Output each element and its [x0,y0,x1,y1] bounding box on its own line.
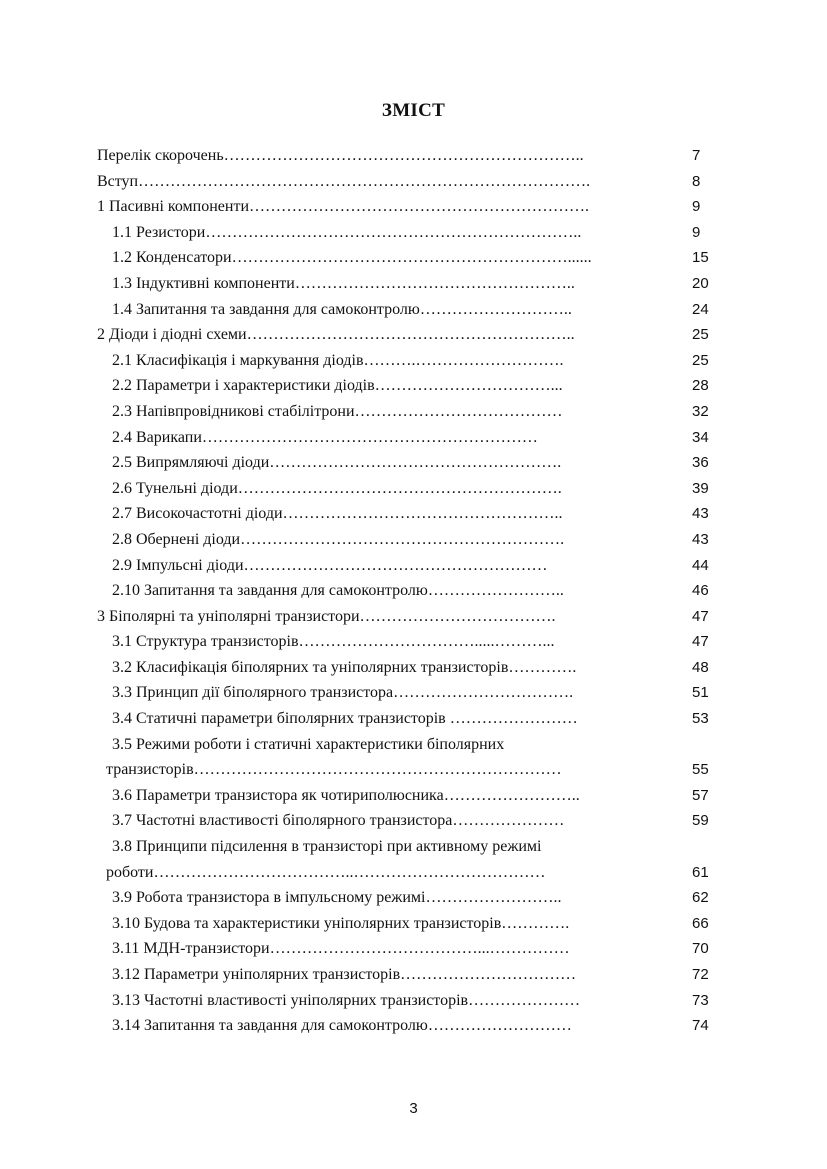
toc-entry-text: роботи………………………………..……………………………… [106,863,546,881]
toc-entry-text: 2.2 Параметри і характеристики діодів……………………………... [112,377,563,395]
toc-entry[interactable] [97,322,717,348]
toc-entry-page: 44 [692,556,709,574]
toc-entry[interactable] [97,988,717,1014]
toc-entry-text: 3.8 Принципи підсилення в транзисторі при активному режимі [112,838,542,856]
toc-entry-text: 3.2 Класифікація біполярних та уніполярних транзисторів…………. [112,658,577,676]
toc-entry-page: 51 [692,684,709,702]
toc-entry-page: 59 [692,812,709,830]
toc-entry[interactable] [97,399,717,425]
toc-entry-page: 62 [692,889,709,907]
toc-entry-page: 7 [692,147,701,164]
toc-entry-page: 74 [692,1017,709,1035]
toc-entry[interactable] [97,373,717,399]
toc-entry-page: 15 [692,249,709,267]
toc-entry-text: 3.9 Робота транзистора в імпульсному режимі…………………….. [112,889,562,907]
toc-entry-text: 2.9 Імпульсні діоди………………………………………………… [112,556,548,574]
toc-entry-page: 47 [692,633,709,651]
toc-entry[interactable] [97,578,717,604]
toc-entry-page: 47 [692,607,709,625]
toc-entry-text: 2.4 Варикапи……………………………………………………… [112,428,538,446]
toc-entry-text: 3.4 Статичні параметри біполярних транзисторів …………………… [112,710,578,728]
toc-entry[interactable] [97,220,717,246]
toc-entry[interactable] [97,834,717,860]
toc-entry[interactable] [97,297,717,323]
toc-entry-page: 43 [692,505,709,523]
toc-entry-page: 72 [692,966,709,983]
toc-entry-page: 53 [692,710,709,728]
toc-entry-text: 3.11 МДН-транзистори…………………………………...…………… [112,940,570,958]
toc-entry-page: 25 [692,351,709,369]
toc-entry-text: Вступ…………………………………………………………………………. [97,172,591,190]
toc-entry-page: 55 [692,761,709,779]
toc-entry[interactable] [97,476,717,502]
toc-entry[interactable] [97,680,717,706]
toc-entry[interactable] [97,450,717,476]
toc-entry[interactable] [97,553,717,579]
toc-entry-text: транзисторів…………………………………………………………… [106,761,562,779]
toc-entry-text: 1.4 Запитання та завдання для самоконтролю……………………….. [112,300,572,318]
toc-entry[interactable] [97,936,717,962]
toc-entry-page: 39 [692,479,709,497]
toc-entry[interactable] [97,808,717,834]
toc-entry[interactable] [97,194,717,220]
toc-entry[interactable] [97,527,717,553]
toc-entry-text: 3.5 Режими роботи і статичні характеристики біполярних [112,735,505,753]
toc-entry[interactable] [97,911,717,937]
toc-entry-page: 9 [692,223,701,241]
toc-entry[interactable] [97,757,717,783]
toc-entry[interactable] [97,348,717,374]
table-of-contents [97,143,717,1039]
toc-entry[interactable] [97,706,717,732]
toc-entry-page: 73 [692,991,709,1009]
toc-entry-text: 2.3 Напівпровідникові стабілітрони………………………………… [112,402,563,420]
toc-entry[interactable] [97,885,717,911]
toc-entry-text: 2.7 Високочастотні діоди…………………………………………….. [112,505,563,523]
toc-entry[interactable] [97,245,717,271]
page-title: ЗМІСТ [381,100,446,121]
toc-entry[interactable] [97,169,717,195]
toc-entry-page: 32 [692,402,709,420]
toc-entry[interactable] [97,860,717,886]
toc-entry-page: 43 [692,530,709,548]
toc-entry-page: 20 [692,274,709,292]
toc-entry-text: 2.6 Тунельні діоди……………………………………………………. [112,479,562,497]
toc-entry-page: 28 [692,377,709,395]
toc-entry-page: 36 [692,454,709,472]
toc-entry-page: 9 [692,198,701,216]
toc-entry-text: 1.2 Конденсатори………………………………………………………...... [112,249,592,267]
toc-entry-page: 70 [692,940,709,958]
toc-entry[interactable] [97,655,717,681]
toc-entry[interactable] [97,732,717,758]
toc-entry[interactable] [97,425,717,451]
toc-entry[interactable] [97,629,717,655]
toc-entry-page: 34 [692,428,709,446]
toc-entry-page: 57 [692,786,709,804]
toc-entry-page: 25 [692,326,709,344]
toc-entry-text: 2.1 Класифікація і маркування діодів……….………………………. [112,351,564,369]
toc-entry-text: 3.3 Принцип дії біполярного транзистора……………………………. [112,684,574,702]
toc-entry-text: 1.1 Резистори…………………………………………………………….. [112,223,582,241]
toc-entry[interactable] [97,962,717,988]
toc-entry[interactable] [97,783,717,809]
toc-entry-text: 2.10 Запитання та завдання для самоконтролю…………………….. [112,582,564,600]
toc-entry-text: 3 Біполярні та уніполярні транзистори………………………………. [97,607,556,625]
toc-entry-text: 3.10 Будова та характеристики уніполярних транзисторів…………. [112,914,570,932]
toc-entry-page: 24 [692,300,709,318]
toc-entry-text: 2.5 Випрямляючі діоди………………………………………………. [112,454,562,472]
toc-entry-text: 3.14 Запитання та завдання для самоконтролю……………………… [112,1017,572,1035]
toc-entry-text: Перелік скорочень………………………………………………………….. [97,147,584,164]
toc-entry[interactable] [97,501,717,527]
toc-entry-text: 3.7 Частотні властивості біполярного транзистора………………… [112,812,565,830]
toc-entry-page: 8 [692,172,701,190]
toc-entry-text: 3.1 Структура транзисторів…………………………….....………... [112,633,555,651]
toc-entry[interactable] [97,143,717,169]
page-number: 3 [409,1100,418,1117]
toc-entry-text: 1.3 Індуктивні компоненти…………………………………………….. [112,274,575,292]
toc-entry[interactable] [97,1013,717,1039]
toc-entry-text: 3.13 Частотні властивості уніполярних транзисторів………………… [112,991,581,1009]
toc-entry-text: 3.12 Параметри уніполярних транзисторів…………………………… [112,966,577,983]
toc-entry-text: 2 Діоди і діодні схеми…………………………………………………….. [97,326,575,344]
toc-entry-page: 61 [692,863,709,881]
toc-entry-text: 1 Пасивні компоненти………………………………………………………. [97,198,590,216]
toc-entry-page: 46 [692,582,709,600]
toc-entry-page: 48 [692,658,709,676]
toc-entry-text: 3.6 Параметри транзистора як чотириполюсника…………………….. [112,786,580,804]
toc-entry-text: 2.8 Обернені діоди……………………………………………………. [112,530,565,548]
toc-entry[interactable] [97,271,717,297]
toc-entry[interactable] [97,604,717,630]
toc-entry-page: 66 [692,914,709,932]
